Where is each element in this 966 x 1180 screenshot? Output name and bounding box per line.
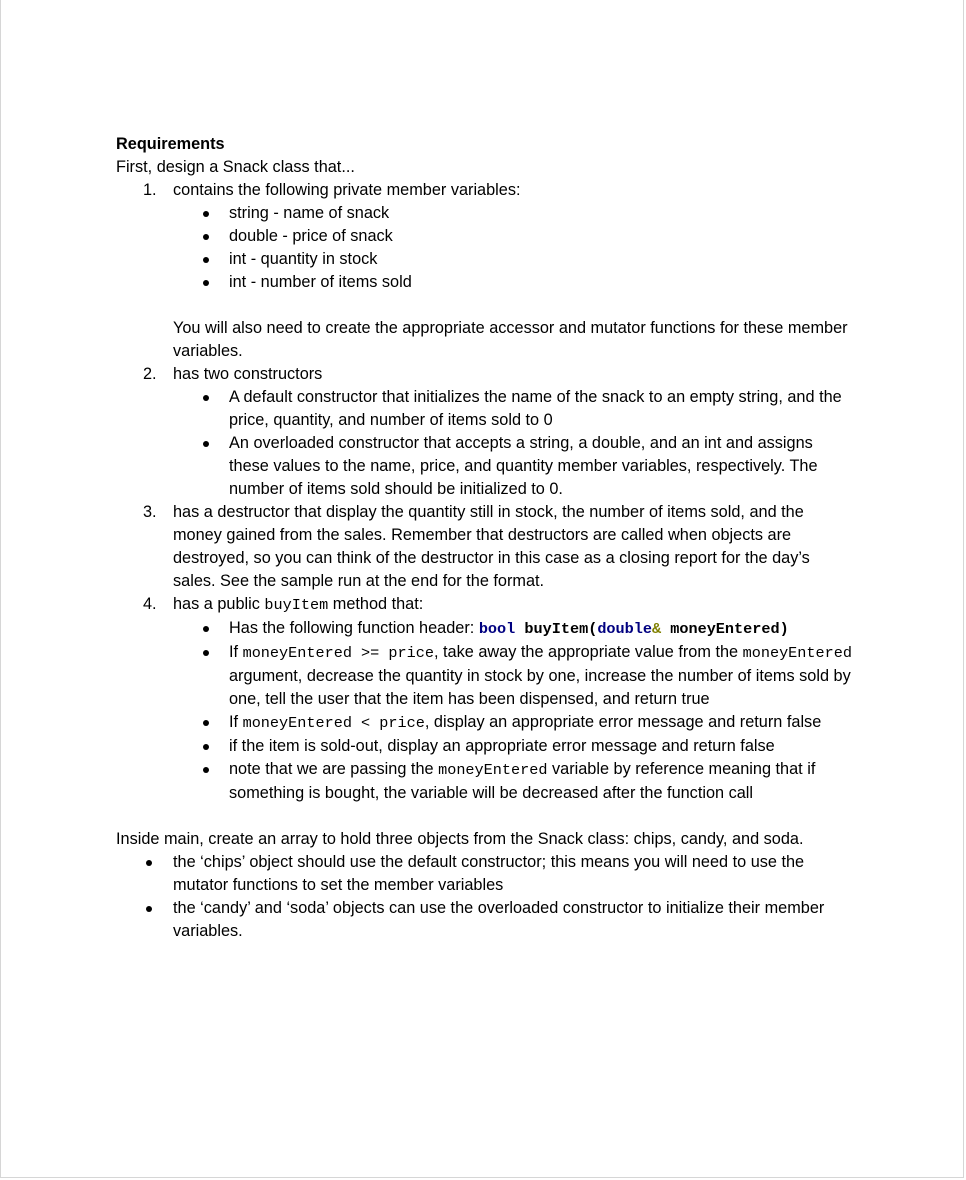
code-parameter: moneyEntered) (661, 620, 789, 638)
list-item (116, 501, 856, 593)
bullet-text: Has the following function header: (229, 619, 479, 637)
sub-list-item: int - number of items sold (173, 271, 856, 294)
code-ampersand: & (652, 620, 662, 638)
list-item (116, 593, 856, 805)
list-item-text: method that: (328, 595, 424, 613)
list-item-text: has a destructor that display the quantity still in stock, the number of items sold, and the money gained from the sales. Remember that destructors are called when objects are destroyed, so you can think of the destructor in this case as a closing report for the day’s sales. See the sample run at the end for the format. (173, 503, 810, 590)
sub-list-item (173, 758, 856, 805)
list-item (116, 363, 856, 501)
list-number: 3. (143, 503, 157, 521)
sub-list-item: int - quantity in stock (173, 248, 856, 271)
sub-list (173, 617, 856, 805)
intro-text: First, design a Snack class that... (116, 158, 355, 176)
sub-list (173, 202, 856, 294)
sub-list-item (173, 641, 856, 711)
sub-list-item: string - name of snack (173, 202, 856, 225)
code-keyword: bool (478, 620, 516, 638)
list-number: 2. (143, 365, 157, 383)
requirements-list (116, 179, 856, 805)
sub-list-item: An overloaded constructor that accepts a string, a double, and an int and assigns these values to the name, price, and quantity member variables, respectively. The number of items sold should be initialized to 0. (173, 432, 856, 501)
main-bullet-item: the ‘candy’ and ‘soda’ objects can use the overloaded constructor to initialize their member variables. (116, 897, 856, 943)
bullet-text: If (229, 713, 243, 731)
list-number: 1. (143, 181, 157, 199)
list-item-text: has a public (173, 595, 265, 613)
list-item-text: has two constructors (173, 365, 323, 383)
bullet-text: variable by reference meaning that if something is bought, the variable will be decreased after the function call (229, 760, 816, 802)
list-item-text: contains the following private member variables: (173, 181, 521, 199)
sub-list-item (173, 617, 856, 641)
bullet-text: argument, decrease the quantity in stock by one, increase the number of items sold by one, tell the user that the item has been dispensed, and return true (229, 667, 851, 708)
code-method-name: buyItem (264, 596, 329, 614)
spacer (116, 805, 856, 828)
main-paragraph: Inside main, create an array to hold three objects from the Snack class: chips, candy, and soda. (116, 830, 804, 848)
spacer (173, 294, 856, 317)
note-text: You will also need to create the appropriate accessor and mutator functions for these member variables. (173, 319, 848, 360)
inline-code: moneyEntered >= price (242, 644, 434, 662)
bullet-text: , take away the appropriate value from the (433, 643, 743, 661)
sub-list-item: A default constructor that initializes the name of the snack to an empty string, and the price, quantity, and number of items sold to 0 (173, 386, 856, 432)
bullet-text: If (229, 643, 243, 661)
inline-code: moneyEntered (438, 761, 548, 779)
list-number: 4. (143, 595, 157, 613)
main-bullet-list (116, 851, 856, 943)
sub-list-item: double - price of snack (173, 225, 856, 248)
bullet-text: , display an appropriate error message and return false (424, 713, 822, 731)
document-content (116, 133, 856, 943)
inline-code: moneyEntered (742, 644, 852, 662)
sub-list-item: if the item is sold-out, display an appropriate error message and return false (173, 735, 856, 758)
section-heading: Requirements (116, 135, 225, 153)
main-bullet-item: the ‘chips’ object should use the default constructor; this means you will need to use the mutator functions to set the member variables (116, 851, 856, 897)
sub-list-item (173, 711, 856, 735)
sub-list (173, 386, 856, 501)
bullet-text: note that we are passing the (229, 760, 439, 778)
list-item (116, 179, 856, 363)
code-function-name: buyItem( (515, 620, 598, 638)
code-keyword: double (597, 620, 652, 638)
inline-code: moneyEntered < price (242, 714, 425, 732)
